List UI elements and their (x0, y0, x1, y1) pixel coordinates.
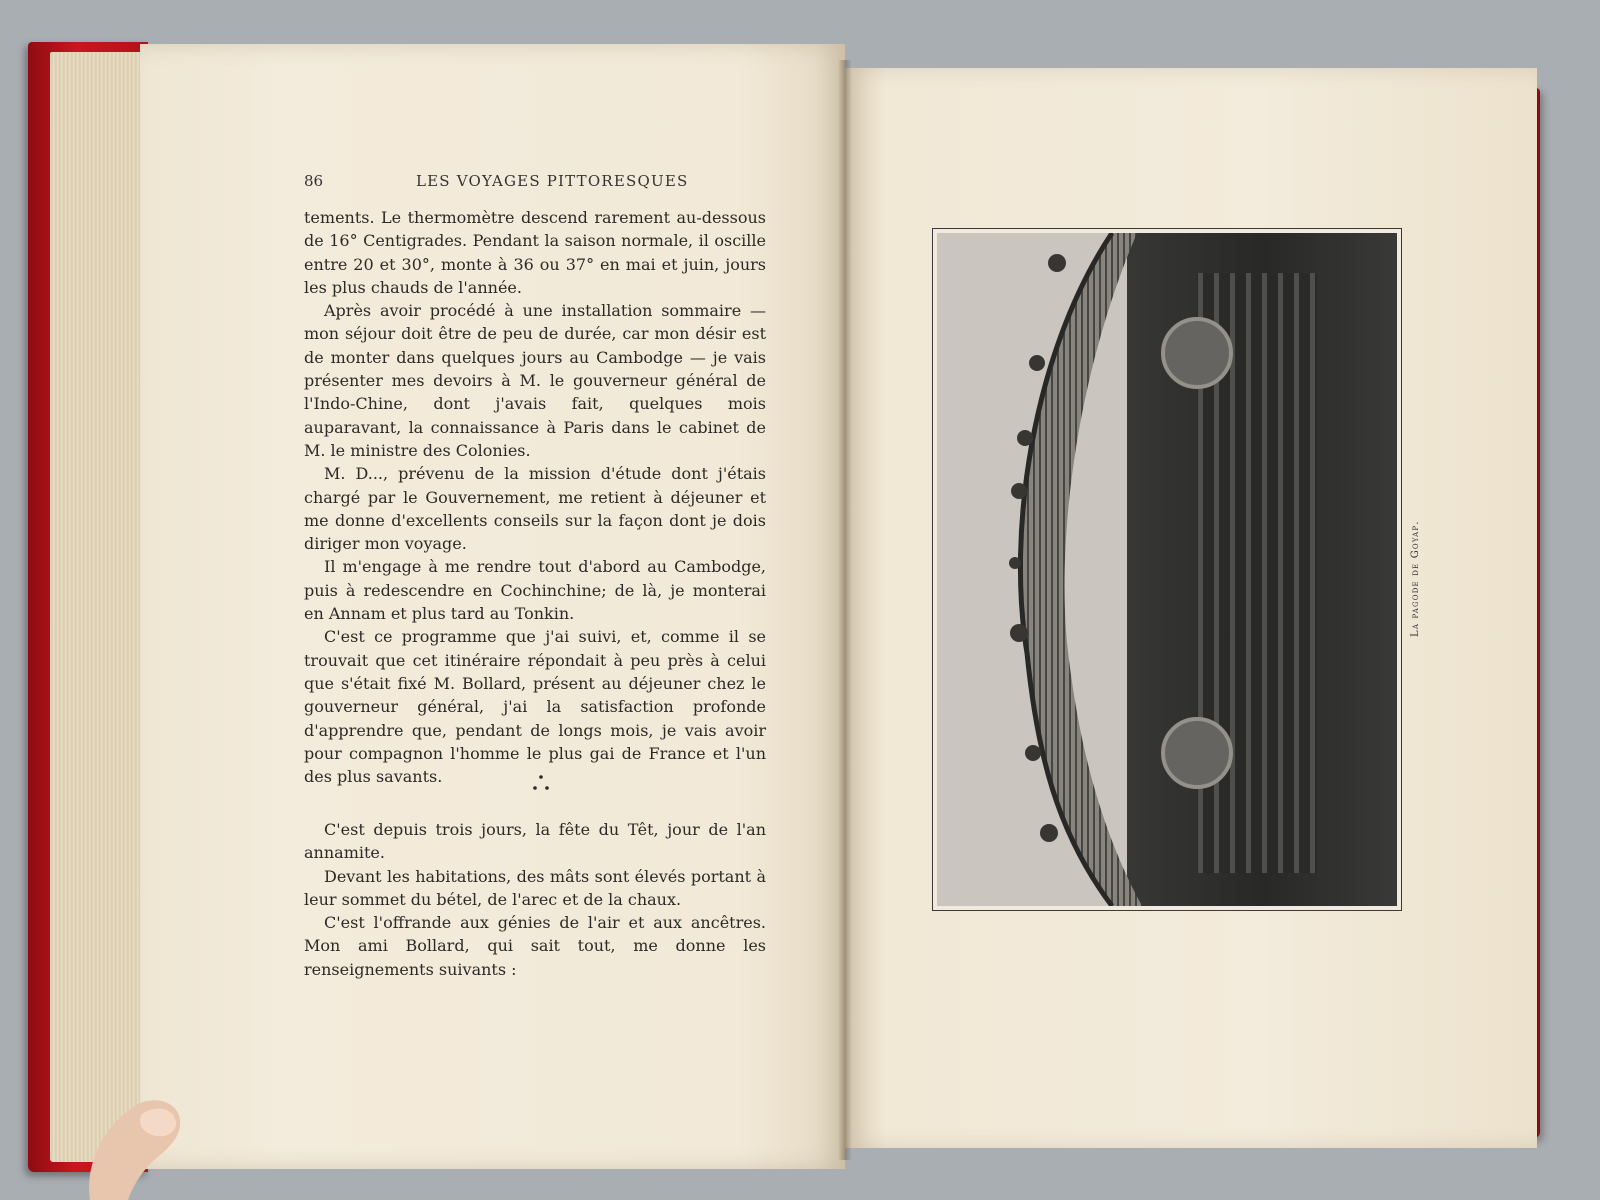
pagoda-photograph (937, 233, 1397, 906)
paragraph: C'est l'offrande aux génies de l'air et aux ancêtres. Mon ami Bollard, qui sait tout, me donne les renseignements suivants : (304, 913, 766, 979)
thumb (80, 1098, 198, 1200)
page-number: 86 (304, 172, 324, 190)
text-block-2 (304, 818, 766, 981)
paragraph: M. D..., prévenu de la mission d'étude dont j'étais chargé par le Gouvernement, me retient à déjeuner et me donne d'excellents conseils sur la façon dont je dois diriger mon voyage. (304, 464, 766, 554)
paragraph: Devant les habitations, des mâts sont élevés portant à leur sommet du bétel, de l'arec et de la chaux. (304, 866, 766, 909)
text-block-1 (304, 206, 766, 788)
running-head (304, 172, 774, 198)
pagoda-illustration (937, 233, 1397, 906)
page-edges (50, 52, 150, 1162)
paragraph: C'est depuis trois jours, la fête du Têt, jour de l'an annamite. (304, 820, 766, 863)
book-gutter (838, 60, 852, 1160)
paragraph: Il m'engage à me rendre tout d'abord au Cambodge, puis à redescendre en Cochinchine; de là, je monterai en Annam et plus tard au Tonkin. (304, 557, 766, 624)
section-break-ornament (526, 772, 556, 794)
paragraph: C'est ce programme que j'ai suivi, et, comme il se trouvait que cet itinéraire répondait à peu près à celui que s'était fixé M. Bollard, présent au déjeuner chez le gouverneur général, j'ai la satisfaction profonde d'apprendre que, pendant de longs mois, je vais avoir pour compagnon l'homme le plus gai de France et l'un des plus savants. (304, 627, 766, 787)
photo-plate (932, 228, 1402, 911)
paragraph: Après avoir procédé à une installation sommaire — mon séjour doit être de peu de durée, car mon désir est de monter dans quelques jours au Cambodge — je vais présenter mes devoirs à M. le gouverneur général de l'Indo-Chine, dont j'avais fait, quelques mois auparavant, la connaissance à Paris dans le cabinet de M. le ministre des Colonies. (304, 301, 766, 460)
paragraph: tements. Le thermomètre descend rarement au-dessous de 16° Centigrades. Pendant la saison normale, il oscille entre 20 et 30°, monte à 36 ou 37° en mai et juin, jours les plus chauds de l'année. (304, 208, 766, 297)
running-title: LES VOYAGES PITTORESQUES (416, 172, 689, 190)
plate-caption: La pagode de Goyap. (1410, 520, 1421, 638)
